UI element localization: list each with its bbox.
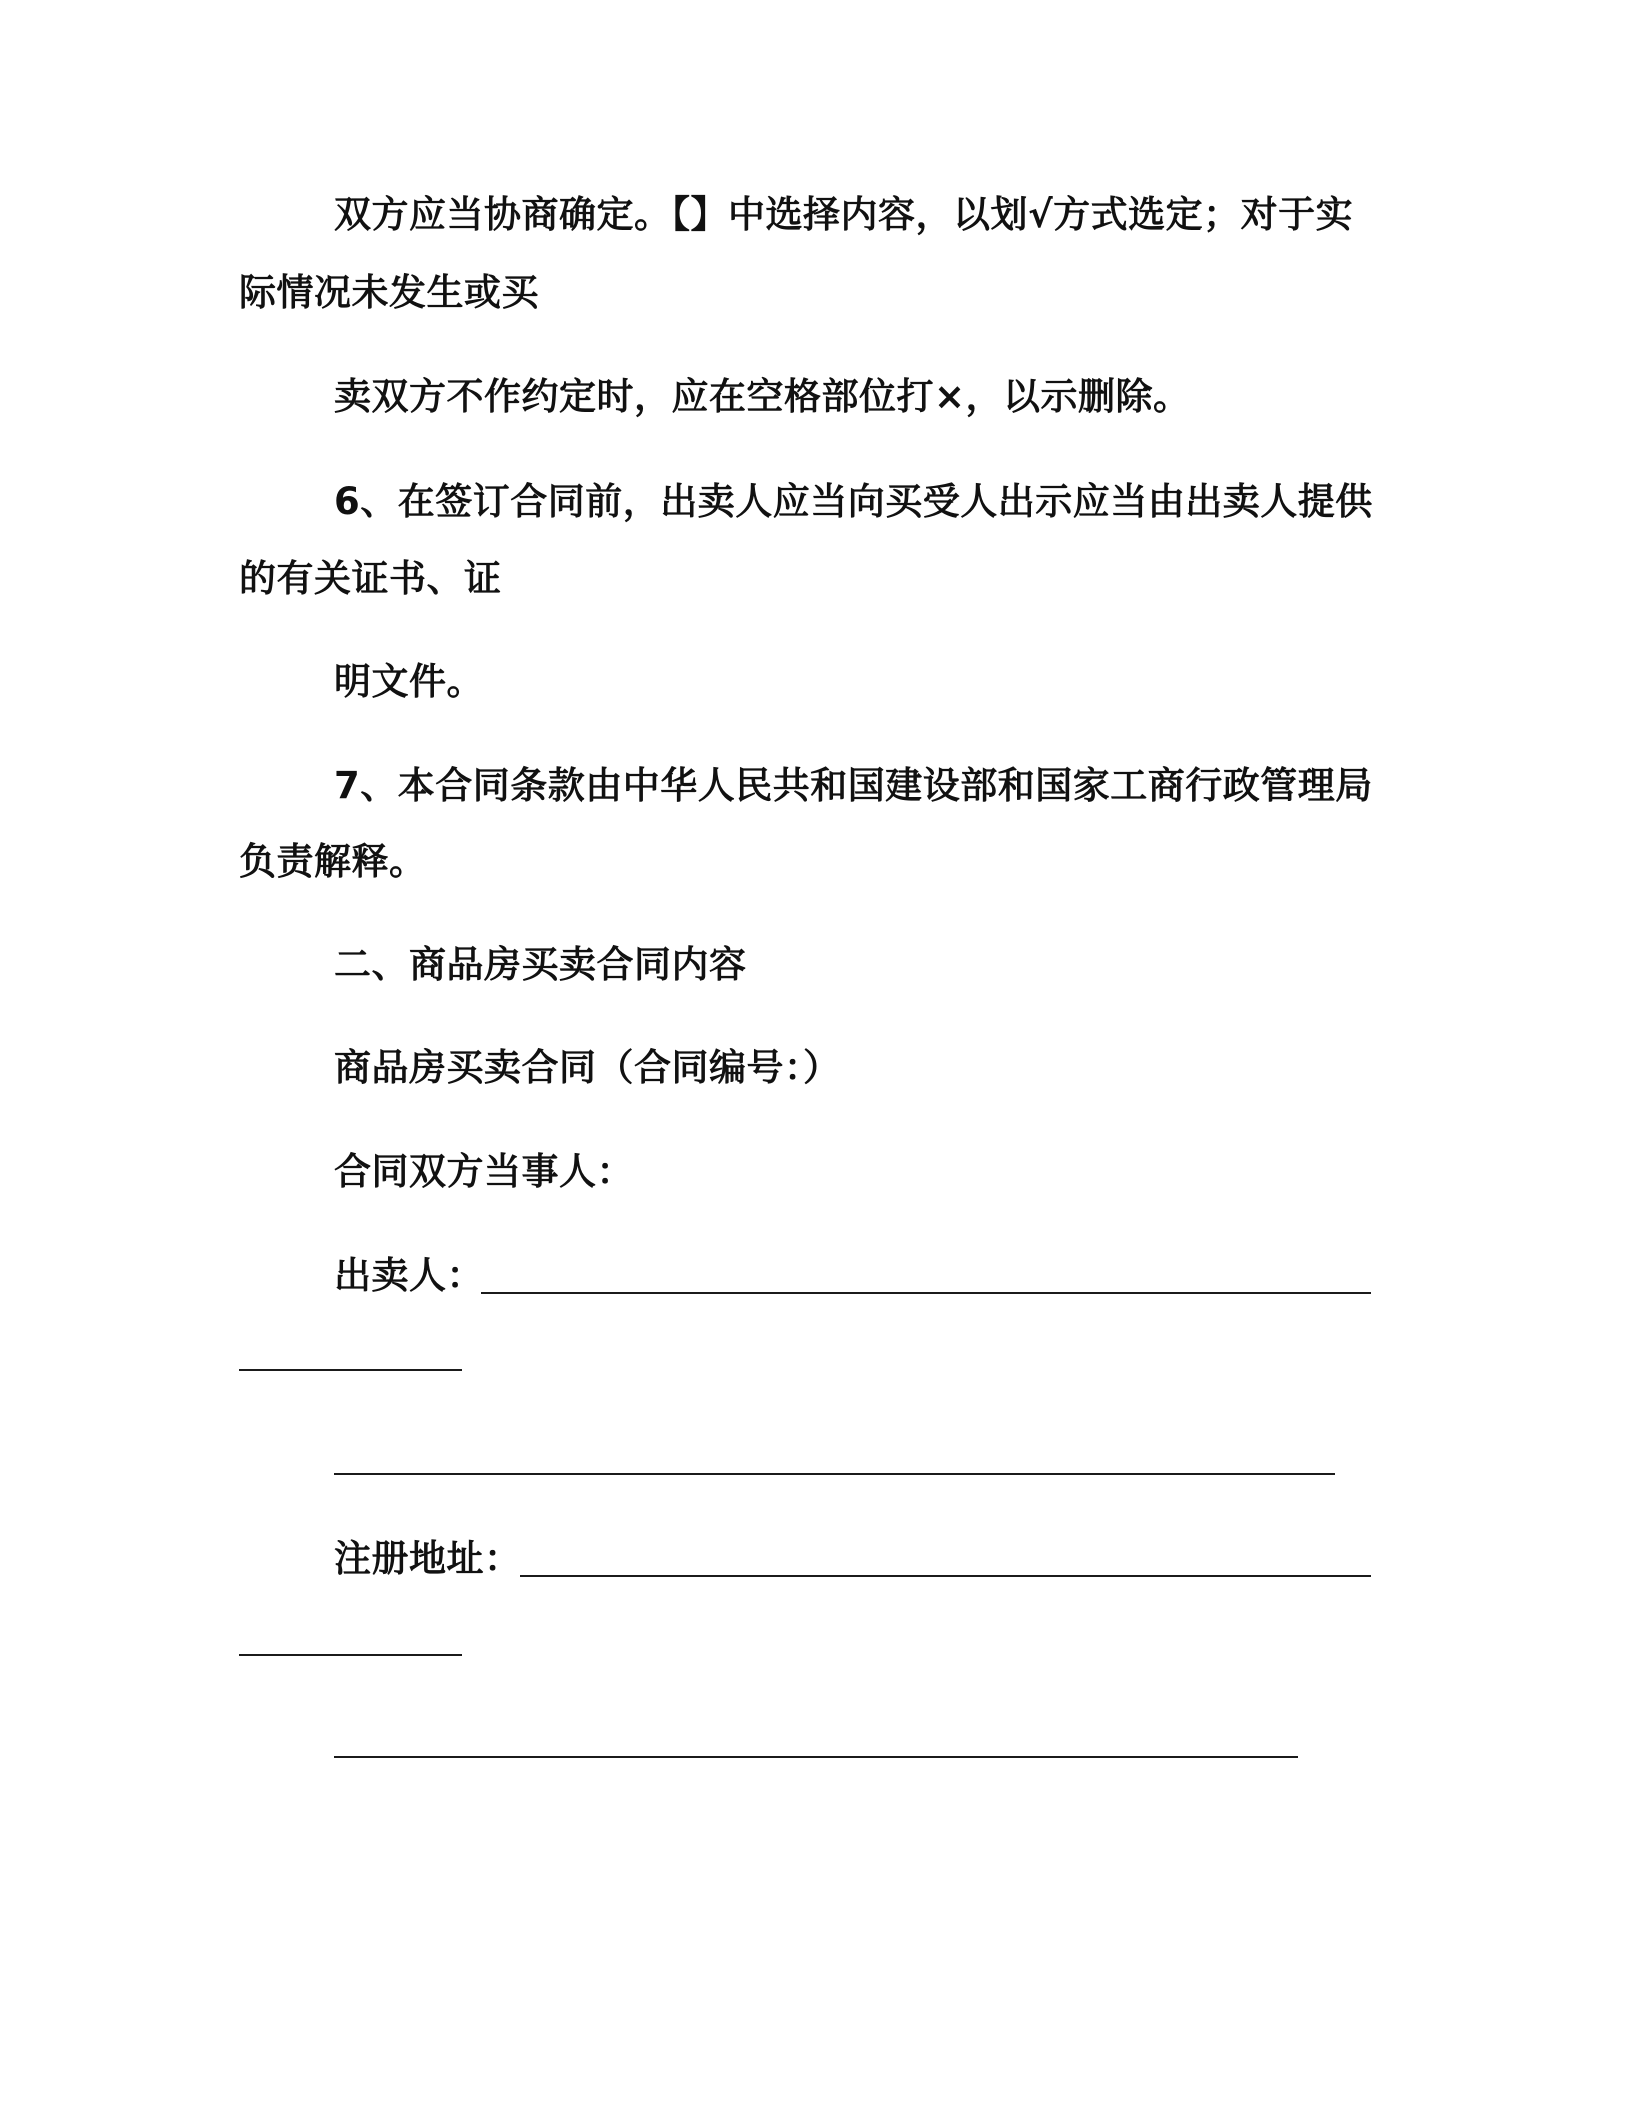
paragraph-line: 卖双方不作约定时，应在空格部位打×，以示删除。 [334,375,1191,418]
paragraph-line: 6、在签订合同前，出卖人应当向买受人出示应当由出卖人提供 [334,480,1373,523]
section-heading: 二、商品房买卖合同内容 [334,943,747,986]
paragraph-line: 负责解释。 [239,840,427,883]
seller-fill-line [481,1292,1371,1294]
paragraph-line: 双方应当协商确定。【】中选择内容，以划√方式选定；对于实 [334,193,1354,236]
paragraph-line: 际情况未发生或买 [239,271,539,314]
paragraph-line: 的有关证书、证 [239,557,502,600]
seller-extra-fill-line [334,1473,1335,1475]
paragraph-line: 7、本合同条款由中华人民共和国建设部和国家工商行政管理局 [334,764,1373,807]
address-fill-line-continued [239,1654,462,1656]
paragraph-line: 明文件。 [334,660,484,703]
seller-label: 出卖人： [334,1254,484,1297]
registered-address-label: 注册地址： [334,1537,522,1580]
address-fill-line [520,1575,1371,1577]
seller-fill-line-continued [239,1369,462,1371]
contract-title-line: 商品房买卖合同（合同编号：） [334,1046,841,1089]
parties-label: 合同双方当事人： [334,1150,634,1193]
address-extra-fill-line [334,1756,1298,1758]
